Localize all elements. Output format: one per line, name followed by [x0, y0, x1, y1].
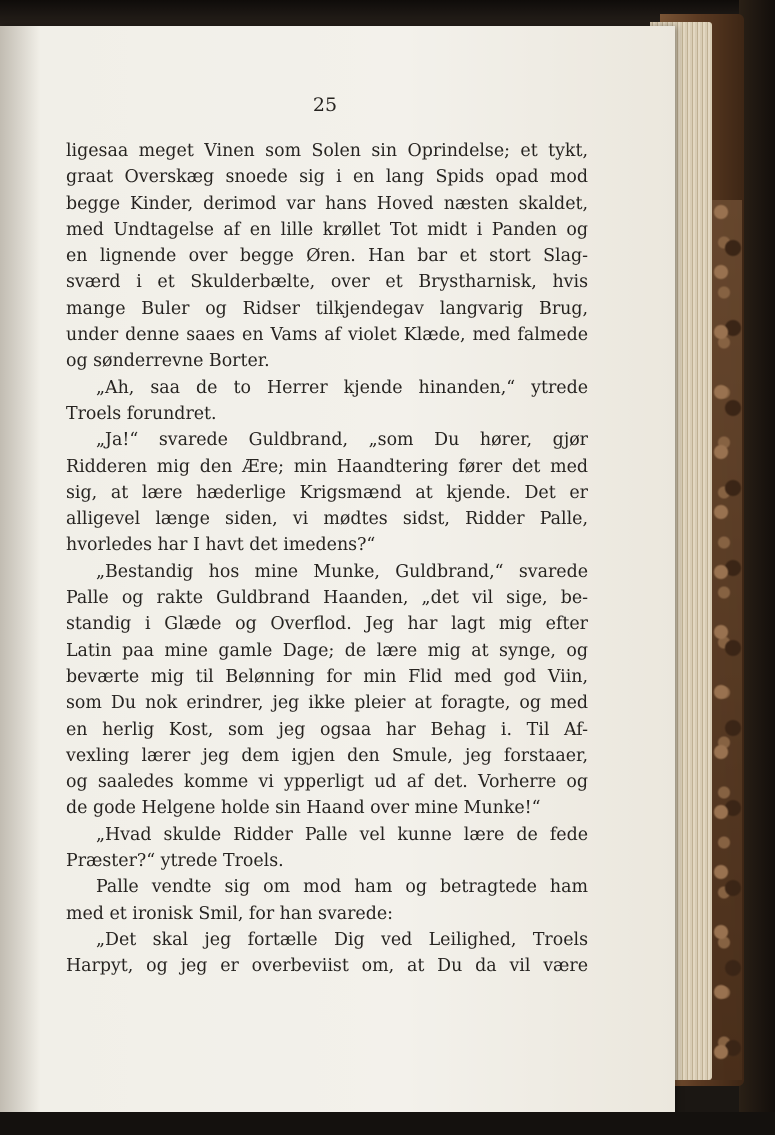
text-line: de gode Helgene holde sin Haand over mine Munke!“: [66, 798, 541, 819]
text-line: sig, at lære hæderlige Krigsmænd at kjende. Det er: [66, 482, 588, 503]
marbled-cover: [712, 200, 742, 1080]
text-line: beværte mig til Belønning for min Flid med god Viin,: [66, 666, 588, 687]
text-line: „Ah, saa de to Herrer kjende hinanden,“ ytrede: [96, 377, 588, 398]
text-line: vexling lærer jeg dem igjen den Smule, jeg forstaaer,: [66, 745, 588, 766]
text-line: med Undtagelse af en lille krøllet Tot midt i Panden og: [66, 219, 588, 240]
text-line: „Ja!“ svarede Guldbrand, „som Du hører, gjør: [96, 430, 588, 451]
text-line: hvorledes har I havt det imedens?“: [66, 535, 376, 556]
text-line: Harpyt, og jeg er overbeviist om, at Du da vil være: [66, 956, 588, 977]
page-number: 25: [312, 94, 338, 116]
text-line: alligevel længe siden, vi mødtes sidst, Ridder Palle,: [66, 509, 588, 530]
text-line: Ridderen mig den Ære; min Haandtering fører det med: [66, 456, 588, 477]
text-line: ligesaa meget Vinen som Solen sin Oprindelse; et tykt,: [66, 141, 588, 161]
text-line: Troels forundret.: [66, 403, 217, 424]
text-line: mange Buler og Ridser tilkjendegav langvarig Brug,: [66, 298, 588, 319]
text-line: en herlig Kost, som jeg ogsaa har Behag i. Til Af-: [66, 719, 588, 740]
text-line: Latin paa mine gamle Dage; de lære mig at synge, og: [66, 640, 588, 661]
text-line: med et ironisk Smil, for han svarede:: [66, 903, 393, 924]
text-line: „Hvad skulde Ridder Palle vel kunne lære de fede: [96, 824, 588, 845]
text-line: sværd i et Skulderbælte, over et Brystharnisk, hvis: [66, 272, 588, 293]
text-line: og saaledes komme vi ypperligt ud af det. Vorherre og: [66, 772, 588, 793]
text-line: under denne saaes en Vams af violet Klæde, med falmede: [66, 325, 588, 346]
backdrop-right: [739, 0, 775, 1135]
text-line: Palle vendte sig om mod ham og betragtede ham: [96, 877, 588, 898]
backdrop-bottom: [0, 1112, 775, 1135]
text-line: „Det skal jeg fortælle Dig ved Leilighed, Troels: [96, 929, 588, 950]
text-line: og sønderrevne Borter.: [66, 351, 270, 372]
text-line: en lignende over begge Øren. Han bar et stort Slag-: [66, 246, 588, 267]
text-line: Palle og rakte Guldbrand Haanden, „det vil sige, be-: [66, 588, 588, 609]
text-line: Præster?“ ytrede Troels.: [66, 851, 284, 872]
text-line: begge Kinder, derimod var hans Hoved næsten skaldet,: [66, 193, 588, 214]
body-text: [66, 138, 588, 980]
text-line: standig i Glæde og Overflod. Jeg har lagt mig efter: [66, 614, 588, 635]
text-line: graat Overskæg snoede sig i en lang Spids opad mod: [66, 167, 588, 188]
text-line: som Du nok erindrer, jeg ikke pleier at foragte, og med: [66, 693, 588, 714]
text-line: „Bestandig hos mine Munke, Guldbrand,“ svarede: [96, 561, 588, 582]
gutter-shadow: [0, 26, 40, 1116]
